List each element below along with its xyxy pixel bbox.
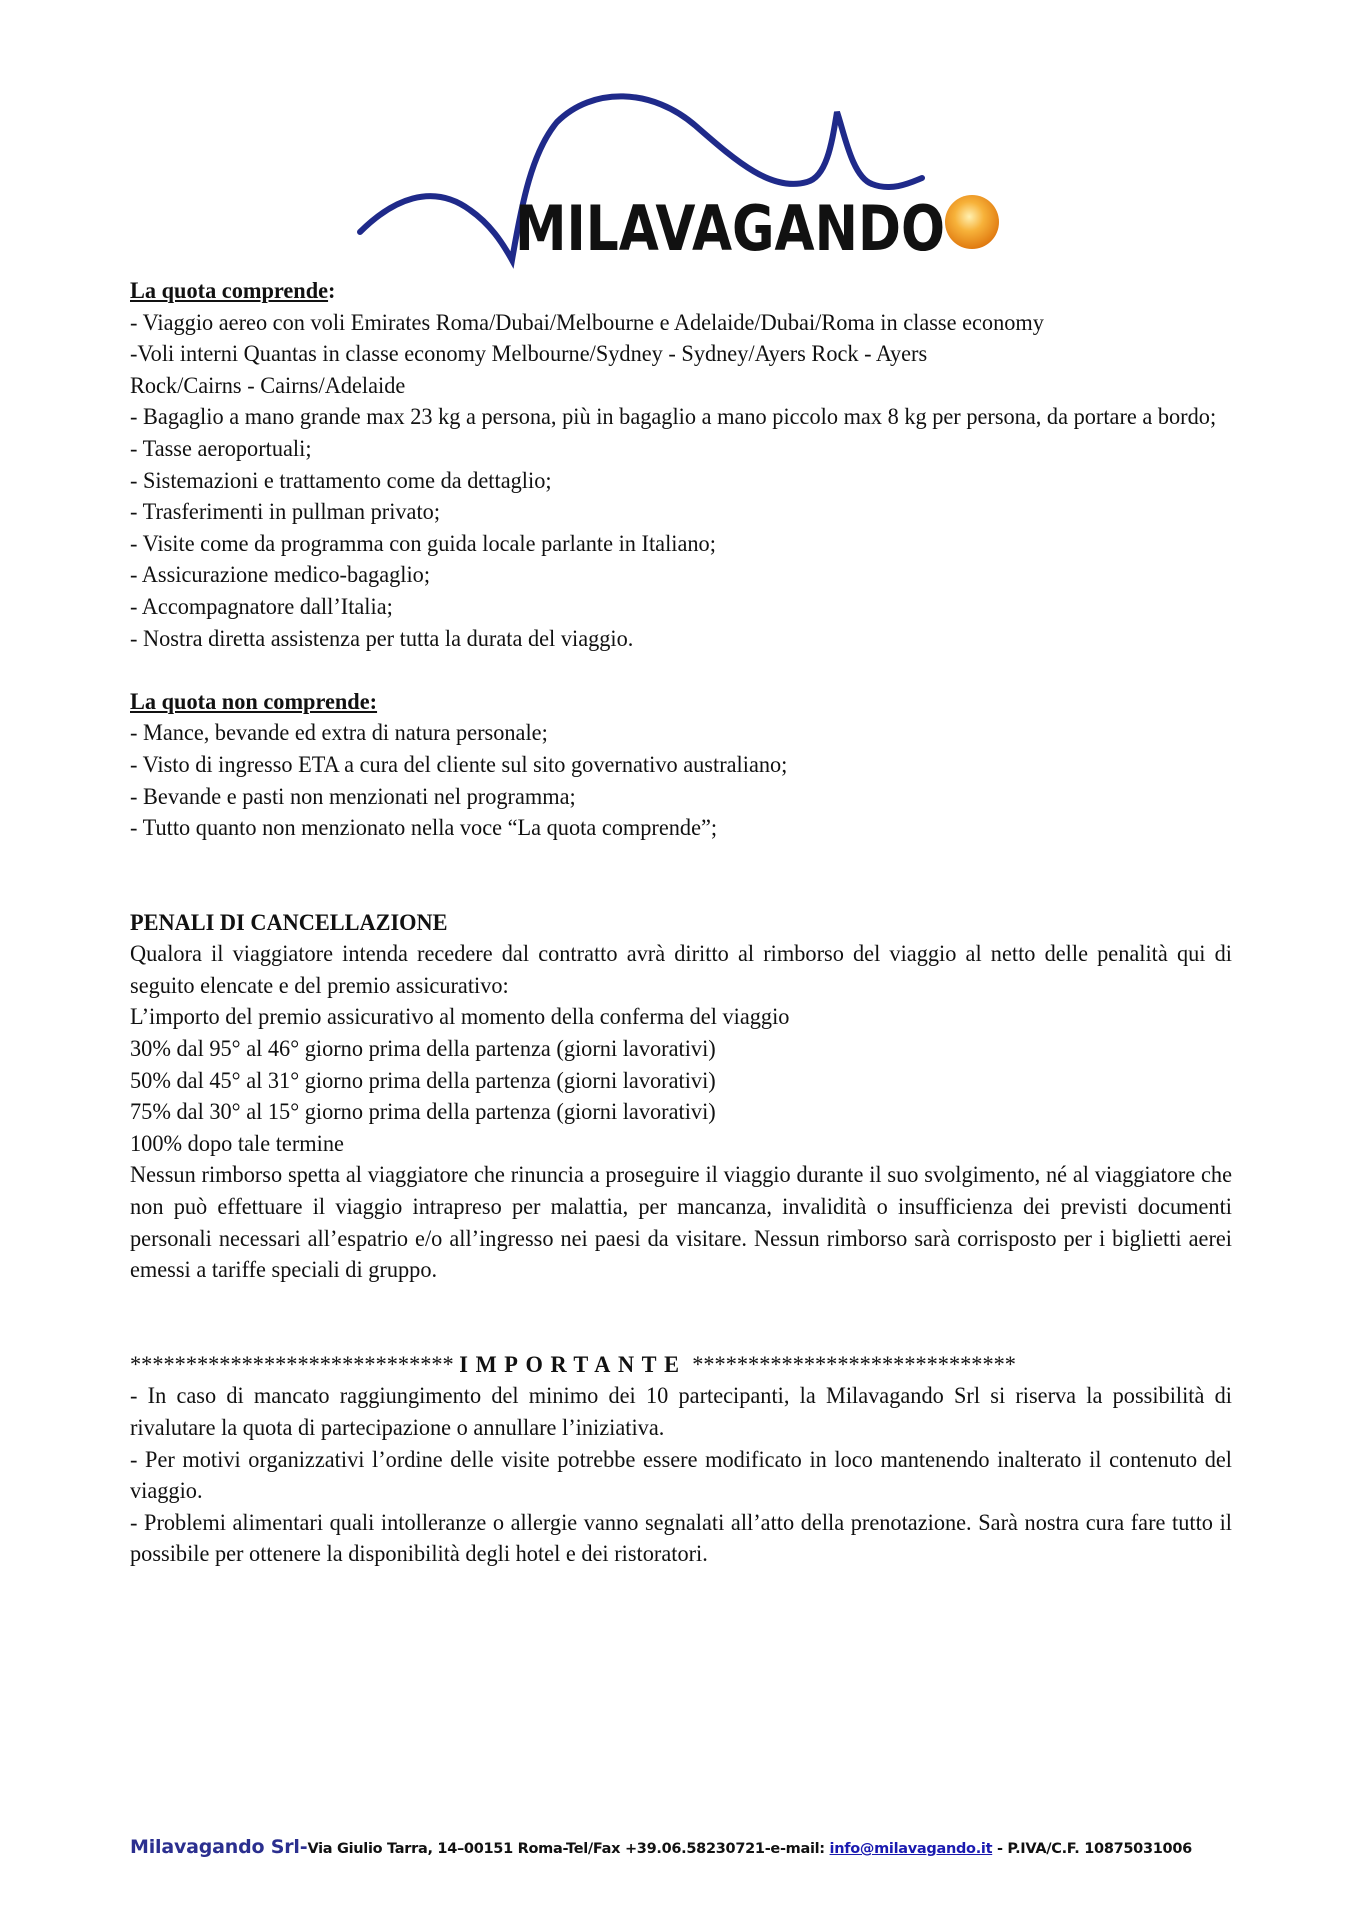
footer-address: Via Giulio Tarra, 14–00151 Roma (307, 1841, 563, 1857)
not-included-section (130, 687, 1177, 845)
not-included-heading: La quota non comprende: (130, 688, 378, 715)
footer-email-label: -e-mail: (764, 1841, 830, 1857)
included-item: - Accompagnatore dall’Italia; (130, 593, 393, 620)
penalty-line: 100% dopo tale termine (130, 1130, 344, 1157)
footer-vat: - P.IVA/C.F. 10875031006 (992, 1841, 1192, 1857)
included-item: - Sistemazioni e trattamento come da dettaglio; (130, 467, 552, 494)
included-item: - Nostra diretta assistenza per tutta la durata del viaggio. (130, 625, 634, 652)
footer-phone: -Tel/Fax +39.06.58230721 (562, 1841, 765, 1857)
included-item: - Visite come da programma con guida locale parlante in Italiano; (130, 530, 716, 557)
penalty-line: L’importo del premio assicurativo al momento della conferma del viaggio (130, 1004, 790, 1031)
not-included-item: - Visto di ingresso ETA a cura del cliente sul sito governativo australiano; (130, 751, 788, 778)
included-heading: La quota comprende: (130, 278, 336, 304)
penalty-line: 75% dal 30° al 15° giorno prima della partenza (giorni lavorativi) (130, 1099, 716, 1126)
document-body (130, 276, 1232, 1571)
included-item: - Bagaglio a mano grande max 23 kg a persona, più in bagaglio a mano piccolo max 8 kg per persona, da portare a bordo; (130, 404, 1217, 431)
company-footer (130, 1836, 1240, 1858)
not-included-item: - Tutto quanto non menzionato nella voce “La quota comprende”; (130, 815, 718, 842)
included-section (130, 276, 1217, 655)
logo-sun-icon (945, 195, 999, 249)
penalties-intro: Qualora il viaggiatore intenda recedere dal contratto avrà diritto al rimborso del viaggio al netto delle penalità qui di seguito elencate e del premio assicurativo: (130, 941, 1232, 999)
penalty-line: 30% dal 95° al 46° giorno prima della partenza (giorni lavorativi) (130, 1036, 716, 1063)
not-included-item: - Bevande e pasti non menzionati nel programma; (130, 783, 576, 810)
important-title: IMPORTANTE (459, 1351, 687, 1378)
footer-email-link[interactable]: info@milavagando.it (829, 1841, 993, 1857)
penalties-section (130, 908, 1232, 1287)
milavagando-logo (352, 82, 1012, 272)
included-item: - Assicurazione medico-bagaglio; (130, 562, 431, 589)
included-item: - Trasferimenti in pullman privato; (130, 499, 441, 526)
included-item: - Tasse aeroportuali; (130, 435, 312, 462)
penalty-line: 50% dal 45° al 31° giorno prima della partenza (giorni lavorativi) (130, 1067, 716, 1094)
included-item: -Voli interni Quantas in classe economy Melbourne/Sydney - Sydney/Ayers Rock - Ayers (130, 341, 928, 368)
logo-text: MILAVAGANDO (515, 192, 945, 265)
included-item: Rock/Cairns - Cairns/Adelaide (130, 372, 406, 399)
important-item: - In caso di mancato raggiungimento del minimo dei 10 partecipanti, la Milavagando Srl si riserva la possibilità di rivalutare la quota di partecipazione o annullare l’iniziativa. (130, 1383, 1232, 1441)
not-included-item: - Mance, bevande ed extra di natura personale; (130, 720, 548, 747)
important-section (130, 1350, 1232, 1571)
penalties-title: PENALI DI CANCELLAZIONE (130, 909, 448, 936)
stars-left: ***************************** (130, 1351, 454, 1378)
stars-right: ***************************** (692, 1351, 1016, 1378)
important-item: - Problemi alimentari quali intolleranze o allergie vanno segnalati all’atto della prenotazione. Sarà nostra cura fare tutto il possibile per ottenere la disponibilità degli hotel e dei ristoratori. (130, 1509, 1232, 1568)
penalties-note: Nessun rimborso spetta al viaggiatore che rinuncia a proseguire il viaggio durante il suo svolgimento, né al viaggiatore che non può effettuare il viaggio intrapreso per malattia, per mancanza, invalidità o insufficienza dei previsti documenti personali necessari all’espatrio e/o all’ingresso nei paesi da visitare. Nessun rimborso sarà corrisposto per i biglietti aerei emessi a tariffe speciali di gruppo. (130, 1162, 1232, 1284)
important-item: - Per motivi organizzativi l’ordine delle visite potrebbe essere modificato in loco mantenendo inalterato il contenuto del viaggio. (130, 1446, 1232, 1505)
footer-company: Milavagando Srl (130, 1836, 300, 1858)
included-item: - Viaggio aereo con voli Emirates Roma/Dubai/Melbourne e Adelaide/Dubai/Roma in classe economy (130, 309, 1044, 336)
important-banner (130, 1350, 1177, 1382)
footer-separator: - (299, 1836, 308, 1858)
